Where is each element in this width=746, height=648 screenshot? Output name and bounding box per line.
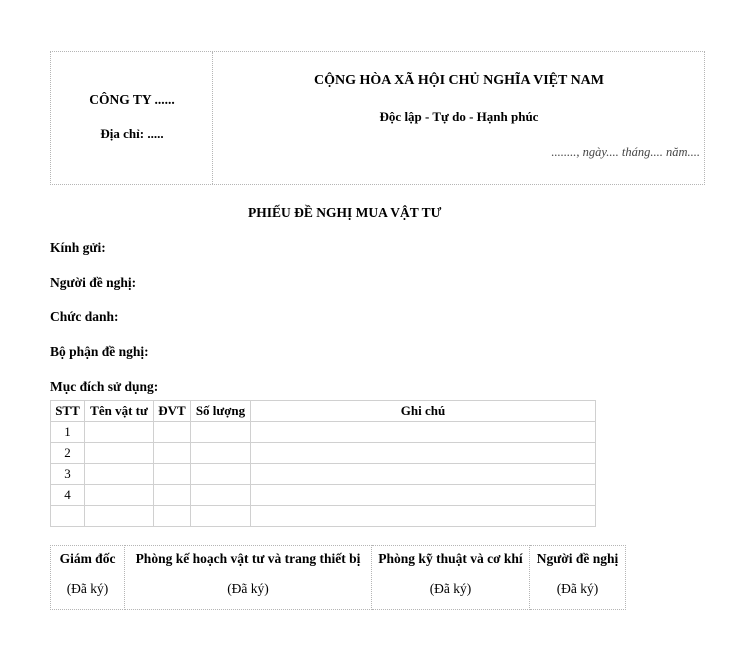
signature-cell-planning-dept bbox=[125, 546, 372, 610]
signature-title: Phòng kỹ thuật và cơ khí bbox=[378, 551, 523, 566]
column-header-quantity: Số lượng bbox=[191, 401, 251, 422]
signature-status: (Đã ký) bbox=[429, 581, 472, 596]
signature-title: Phòng kế hoạch vật tư và trang thiết bị bbox=[135, 551, 361, 566]
row-unit bbox=[154, 485, 191, 506]
row-stt: 1 bbox=[51, 422, 85, 443]
items-table bbox=[50, 400, 596, 527]
row-quantity bbox=[191, 422, 251, 443]
signature-title: Người đề nghị bbox=[536, 551, 619, 566]
company-address: Địa chỉ: ..... bbox=[100, 126, 164, 141]
table-row bbox=[51, 422, 596, 443]
column-header-item-name: Tên vật tư bbox=[85, 401, 154, 422]
table-header-row bbox=[51, 401, 596, 422]
row-item-name bbox=[85, 464, 154, 485]
row-stt: 3 bbox=[51, 464, 85, 485]
column-header-stt: STT bbox=[51, 401, 85, 422]
column-header-note: Ghi chú bbox=[251, 401, 596, 422]
row-stt: 2 bbox=[51, 443, 85, 464]
row-stt: 4 bbox=[51, 485, 85, 506]
row-unit bbox=[154, 464, 191, 485]
field-recipient: Kính gửi: bbox=[50, 240, 106, 255]
row-unit bbox=[154, 422, 191, 443]
date-line: ........, ngày.... tháng.... năm.... bbox=[551, 145, 700, 159]
row-item-name bbox=[85, 506, 154, 527]
row-note bbox=[251, 443, 596, 464]
row-note bbox=[251, 464, 596, 485]
signature-status: (Đã ký) bbox=[556, 581, 599, 596]
field-requester: Người đề nghị: bbox=[50, 275, 137, 290]
row-unit bbox=[154, 443, 191, 464]
row-note bbox=[251, 422, 596, 443]
row-quantity bbox=[191, 464, 251, 485]
signature-cell-director bbox=[51, 546, 125, 610]
row-quantity bbox=[191, 443, 251, 464]
document-header bbox=[50, 51, 705, 185]
row-item-name bbox=[85, 443, 154, 464]
national-title: CỘNG HÒA XÃ HỘI CHỦ NGHĨA VIỆT NAM bbox=[313, 73, 604, 88]
row-note bbox=[251, 506, 596, 527]
table-row bbox=[51, 506, 596, 527]
row-note bbox=[251, 485, 596, 506]
field-purpose: Mục đích sử dụng: bbox=[50, 379, 159, 394]
signature-status: (Đã ký) bbox=[227, 581, 269, 596]
row-item-name bbox=[85, 422, 154, 443]
row-quantity bbox=[191, 485, 251, 506]
table-row bbox=[51, 443, 596, 464]
row-unit bbox=[154, 506, 191, 527]
signature-cell-requester bbox=[530, 546, 626, 610]
field-position: Chức danh: bbox=[50, 309, 119, 324]
signature-title: Giám đốc bbox=[59, 551, 116, 566]
table-row bbox=[51, 464, 596, 485]
company-name: CÔNG TY ...... bbox=[89, 92, 175, 107]
signature-table bbox=[50, 545, 626, 610]
company-block bbox=[51, 52, 213, 184]
row-quantity bbox=[191, 506, 251, 527]
row-stt bbox=[51, 506, 85, 527]
document-title: PHIẾU ĐỀ NGHỊ MUA VẬT TƯ bbox=[248, 205, 442, 220]
signature-cell-technical-dept bbox=[372, 546, 530, 610]
row-item-name bbox=[85, 485, 154, 506]
field-department: Bộ phận đề nghị: bbox=[50, 344, 149, 359]
signature-status: (Đã ký) bbox=[66, 581, 109, 596]
column-header-unit: ĐVT bbox=[154, 401, 191, 422]
national-motto: Độc lập - Tự do - Hạnh phúc bbox=[379, 109, 539, 124]
table-row bbox=[51, 485, 596, 506]
